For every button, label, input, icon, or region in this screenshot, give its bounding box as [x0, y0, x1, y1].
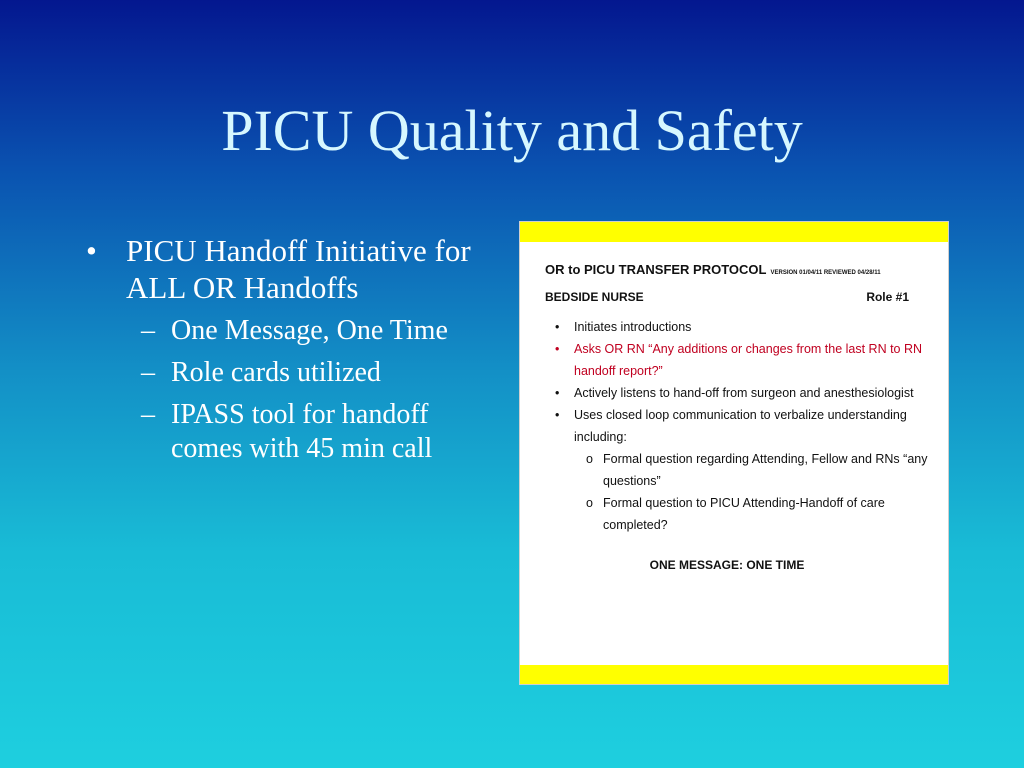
card-title-text: OR to PICU TRANSFER PROTOCOL	[545, 262, 767, 277]
bullet-dot-icon: •	[555, 386, 560, 400]
card-sub-item-text: Formal question regarding Attending, Fellow and RNs “any questions”	[603, 452, 928, 488]
card-item-list	[545, 316, 935, 536]
bullet-dot-icon: •	[555, 320, 560, 334]
role-card-image	[520, 222, 948, 684]
card-role-row	[545, 290, 909, 304]
bullet-item	[86, 232, 506, 306]
card-item-text: Actively listens to hand-off from surgeon and anesthesiologist	[574, 386, 914, 400]
bullet-dot-icon: •	[86, 233, 97, 268]
sub-bullet-item	[86, 398, 506, 466]
sub-bullet-text: IPASS tool for handoff comes with 45 min call	[171, 399, 433, 464]
card-item-text: Uses closed loop communication to verbalize understanding including:	[574, 408, 907, 444]
card-item-text: Initiates introductions	[574, 320, 692, 334]
card-top-band	[520, 222, 948, 242]
bullet-list	[86, 232, 506, 466]
circle-bullet-icon: o	[586, 496, 593, 510]
dash-icon: –	[141, 315, 155, 346]
card-item	[545, 382, 935, 404]
card-footer: ONE MESSAGE: ONE TIME	[649, 558, 805, 572]
circle-bullet-icon: o	[586, 452, 593, 466]
bullet-dot-icon: •	[555, 342, 560, 356]
card-item	[545, 316, 935, 338]
sub-bullet-item	[86, 356, 506, 390]
card-item	[545, 404, 935, 536]
dash-icon: –	[141, 357, 155, 388]
bullet-text: PICU Handoff Initiative for ALL OR Handoffs	[126, 233, 471, 305]
sub-bullet-text: One Message, One Time	[171, 315, 448, 346]
card-sub-item-text: Formal question to PICU Attending-Handoff of care completed?	[603, 496, 885, 532]
sub-bullet-item	[86, 314, 506, 348]
card-role-name: BEDSIDE NURSE	[545, 290, 644, 304]
bullet-dot-icon: •	[555, 408, 560, 422]
sub-bullet-text: Role cards utilized	[171, 357, 381, 388]
card-version: VERSION 01/04/11 REVIEWED 04/28/11	[770, 270, 881, 276]
slide-title: PICU Quality and Safety	[221, 98, 803, 163]
card-sub-list	[574, 448, 935, 536]
card-title	[545, 262, 935, 277]
card-sub-item	[574, 492, 935, 536]
card-content	[545, 262, 935, 572]
card-item-highlighted	[545, 338, 935, 382]
card-role-number: Role #1	[866, 290, 909, 304]
card-bottom-band	[520, 665, 948, 684]
dash-icon: –	[141, 399, 155, 430]
card-sub-item	[574, 448, 935, 492]
card-item-text: Asks OR RN “Any additions or changes from the last RN to RN handoff report?”	[574, 342, 923, 378]
